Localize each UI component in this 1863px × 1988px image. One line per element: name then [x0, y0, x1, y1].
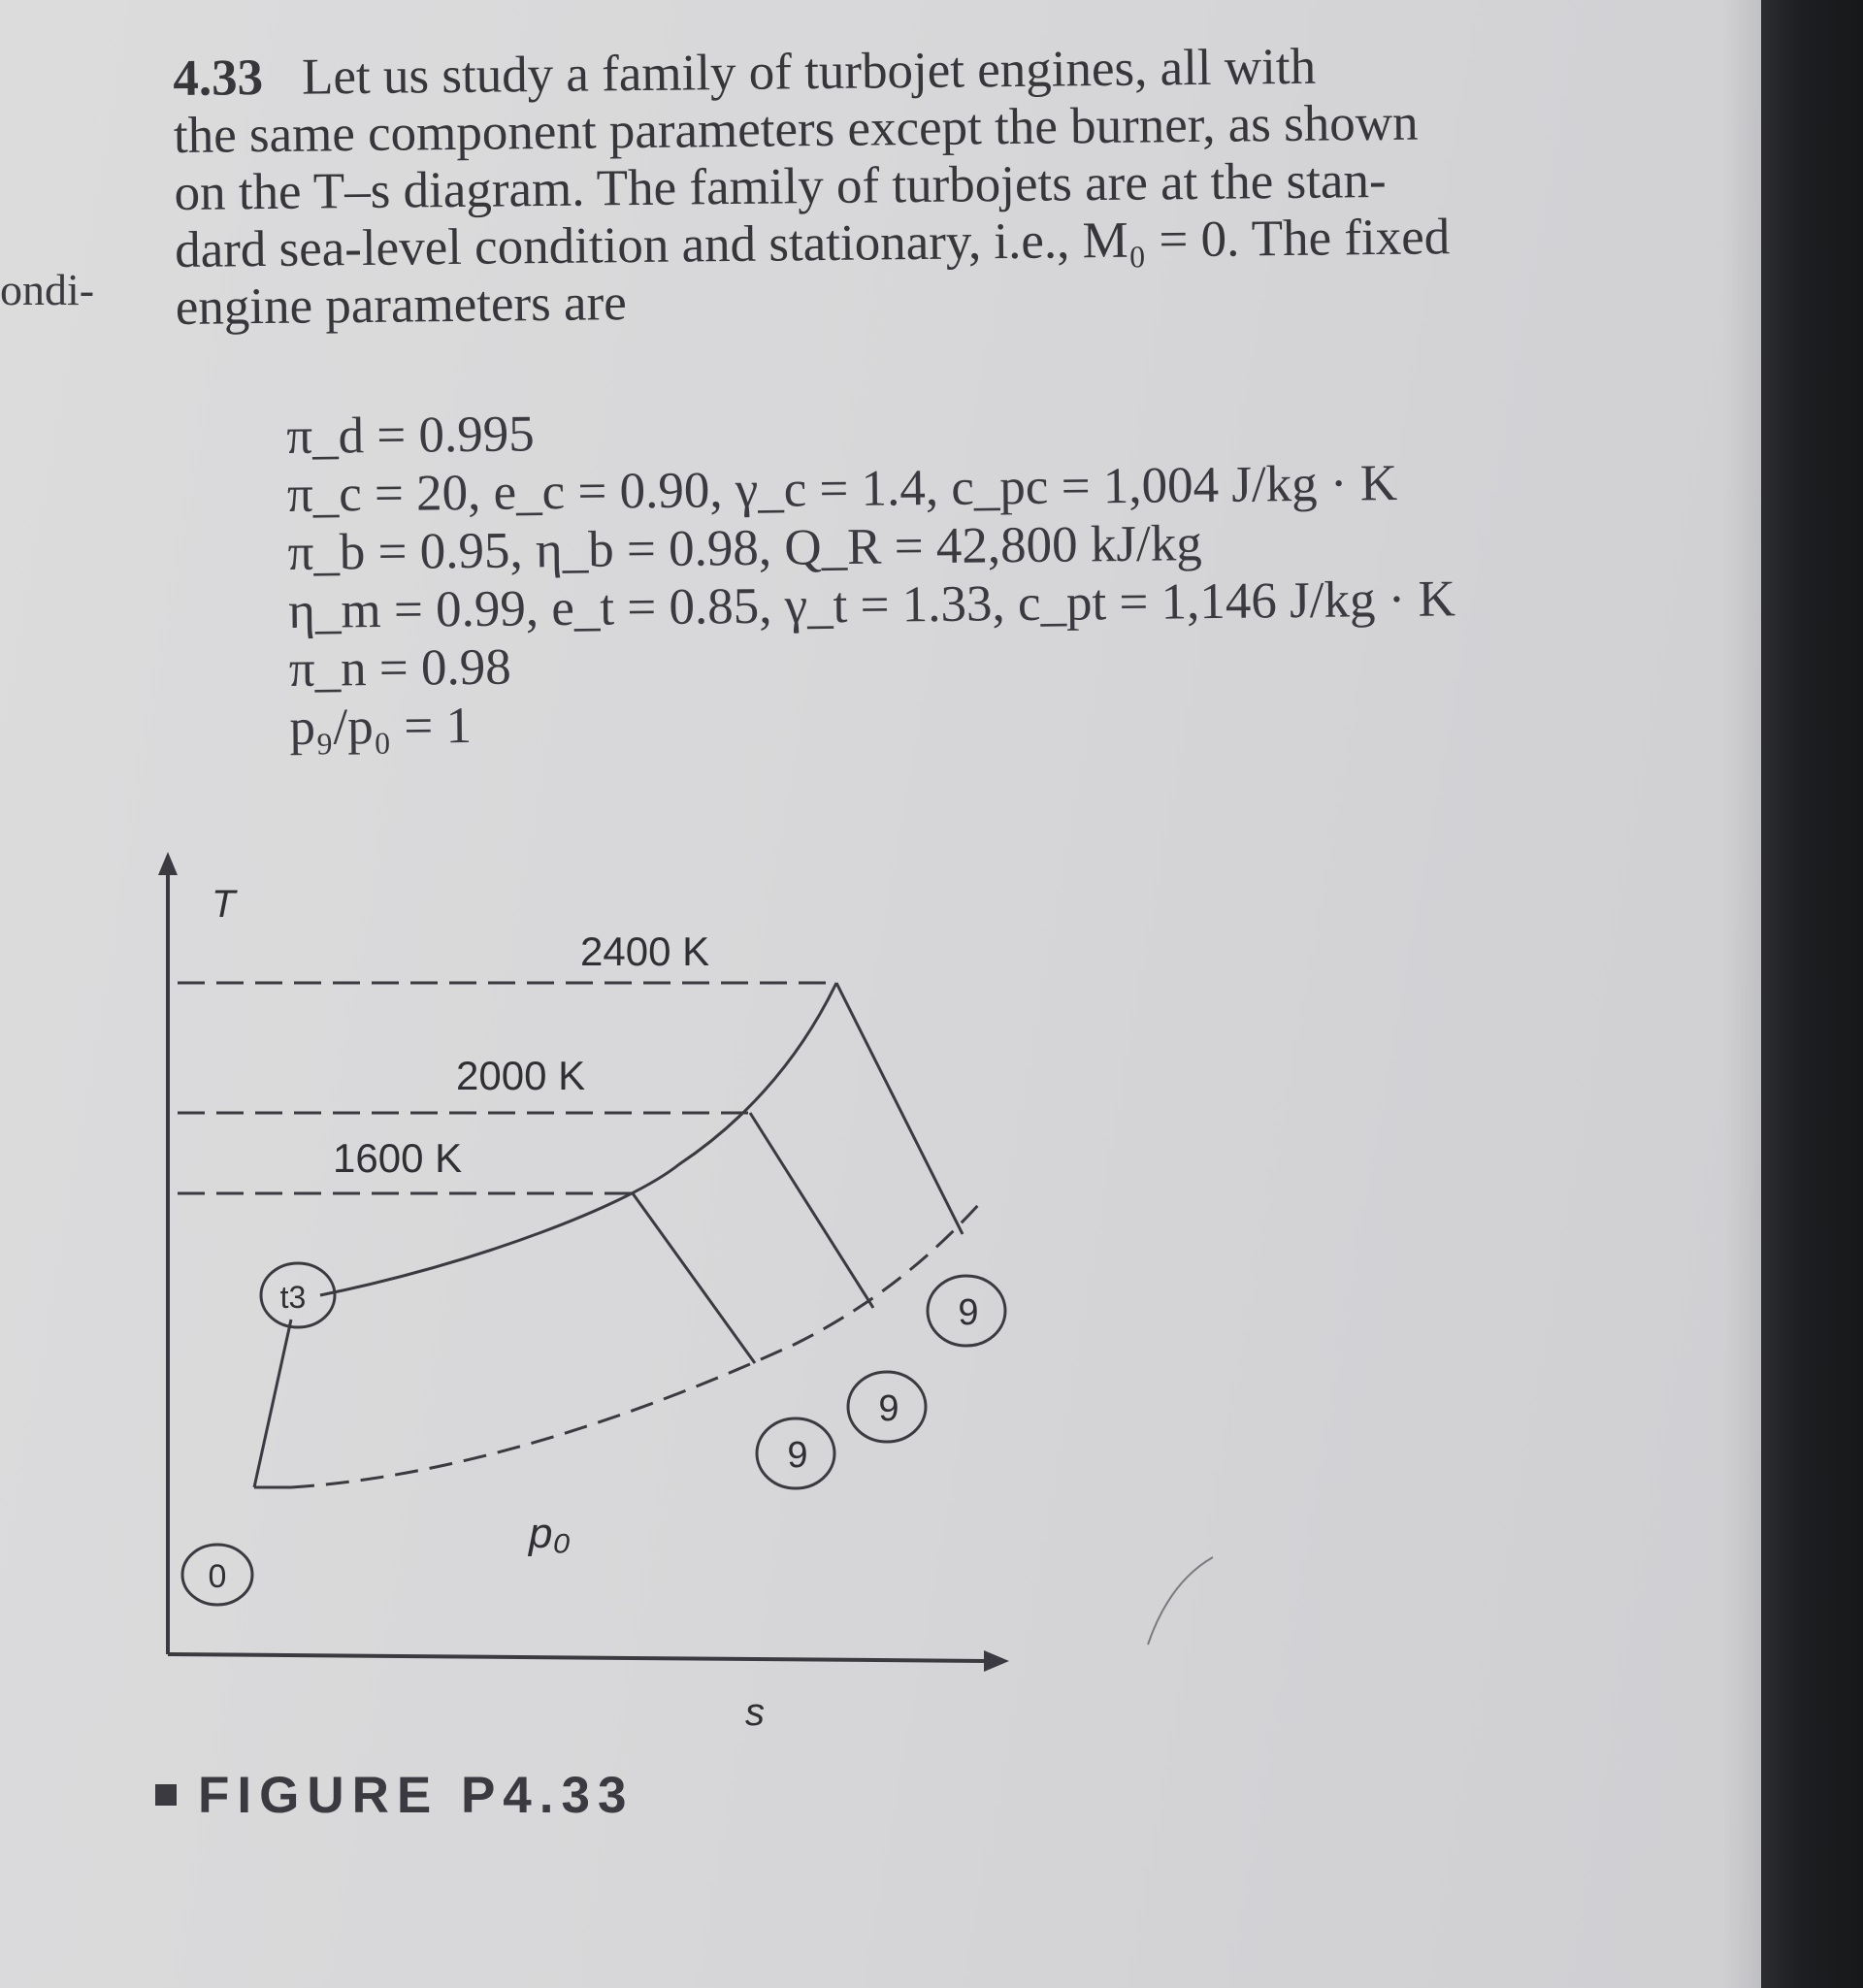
y-axis-arrow-icon: [158, 852, 178, 875]
caption-bullet-icon: [155, 1784, 177, 1806]
compression-line: [254, 1320, 291, 1487]
figure-caption-text: FIGURE P4.33: [198, 1767, 635, 1824]
parameter-row: π_d = 0.995: [286, 406, 536, 465]
parameter-row: η_m = 0.99, e_t = 0.85, γ_t = 1.33, c_pt = 1,146 J/kg · K: [287, 570, 1456, 639]
problem-line-4: dard sea-level condition and stationary, i.e., M₀ = 0. The fixed: [174, 209, 1451, 278]
pressure-label: p₀: [529, 1510, 572, 1557]
expansion-line-2400: [836, 983, 963, 1234]
problem-text-1: Let us study a family of turbojet engines, all with: [301, 38, 1317, 106]
problem-line-3: on the T–s diagram. The family of turbojets are at the stan-: [174, 151, 1387, 221]
ambient-pressure-curve: [291, 1203, 980, 1487]
parameter-row: π_n = 0.98: [288, 638, 512, 698]
parameter-row: p₉/p₀ = 1: [289, 698, 473, 756]
problem-line-5: engine parameters are: [175, 275, 628, 336]
x-axis: [168, 1654, 990, 1661]
isotherm-label-1600: 1600 K: [333, 1135, 463, 1181]
expansion-line-1600: [633, 1193, 755, 1363]
figure-caption: [155, 1766, 634, 1825]
problem-number: 4.33: [173, 49, 264, 107]
isotherm-label-2400: 2400 K: [580, 929, 710, 974]
x-axis-label: s: [745, 1691, 765, 1734]
parameter-row: π_b = 0.95, η_b = 0.98, Q_R = 42,800 kJ/kg: [287, 515, 1202, 581]
station-label-0: 0: [208, 1558, 227, 1595]
y-axis-label: T: [212, 883, 236, 926]
problem-line-2: the same component parameters except the burner, as shown: [173, 94, 1419, 164]
pencil-mark: [1148, 1557, 1213, 1645]
margin-text-fragment: ondi-: [0, 265, 95, 314]
parameter-row: π_c = 20, e_c = 0.90, γ_c = 1.4, c_pc = 1,004 J/kg · K: [286, 455, 1398, 523]
x-axis-arrow-icon: [984, 1650, 1009, 1672]
station-label-9c: 9: [958, 1292, 979, 1333]
expansion-line-2000: [750, 1113, 873, 1308]
isotherm-label-2000: 2000 K: [456, 1053, 586, 1098]
station-label-9a: 9: [787, 1435, 808, 1476]
station-label-t3: t3: [279, 1280, 307, 1315]
station-label-9b: 9: [878, 1388, 899, 1429]
